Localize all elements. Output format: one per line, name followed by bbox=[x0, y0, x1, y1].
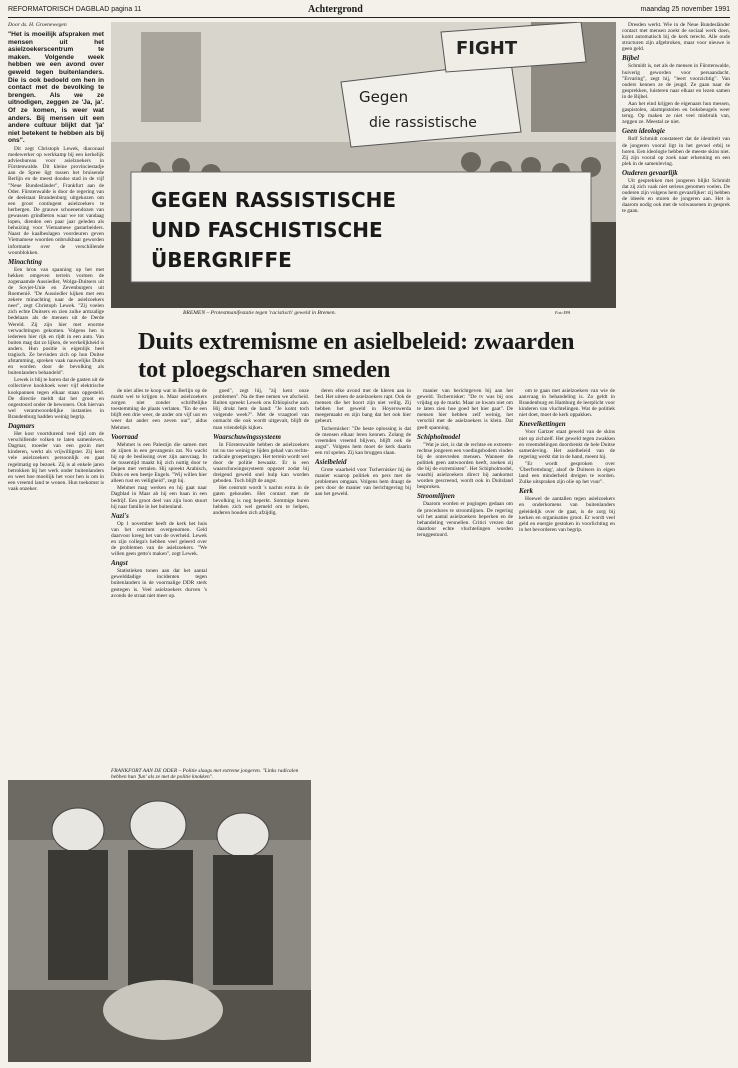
banner2-line2: UND FASCHISTISCHE bbox=[151, 218, 383, 242]
paragraph: Voor Gartzer staat geweld van de skins niet op zichzelf. Het geweld tegen zwakken en vreemdelingen doordrenkt de hele Duitse samenleving. Het asielbeleid van de regering werkt dat in de hand, meent hij. bbox=[519, 429, 615, 460]
column-5 bbox=[417, 388, 513, 1063]
paragraph: Uit gesprekken met jongeren blijkt Schmidt dat zij zich vaak niet serieus genomen voelen. De ouderen zijn volgens hem gevaarlijker: zij hebben de ideeën en sturen de jongeren aan. Het is daarom nodig ook met de volwassenen in gesprek te gaan. bbox=[622, 177, 730, 215]
column-7 bbox=[622, 22, 730, 1062]
paragraph: goed", zegt hij, "zij kent onze problemen". Na de thee nemen we afscheid. Buiten spreekt Lewek ons Ethiopische aan. Hij drukt hem de hand: "Je komt toch volgende week?". Met de vraagtoel van onmacht die ook wordt uitgevalt, blijft de man vriendelijk kijken. bbox=[213, 388, 309, 431]
page-header bbox=[8, 5, 730, 18]
paragraph: Schmidt is, net als de mensen in Fürstenwalde, huiverig geworden voor persaandacht. "Ervaring", zegt hij, "leert voorzichtig". Van ouders kennen ze de jeugd. Ze gaan naar de gesprekken, luisteren naar elkaar en lezen samen in de Bijbel. bbox=[622, 63, 730, 100]
paragraph: om te gaan met asielzoekers van wie de aanvraag in behandeling is. Zo geldt in Brandenburg en Hamburg de leerplicht voor kinderen van vluchtelingen. Wat de politiek niet doet, moet de kerk oppakken. bbox=[519, 388, 615, 419]
paragraph: Het centrum wordt 's nachts extra in de gaten gehouden. Het contact met de bevolking is nog beperkt. Sommige buren hebben zich wel gemeld om te helpen, anderen houden zich afzijdig. bbox=[213, 485, 309, 516]
paragraph: Daarom worden er pogingen gedaan om de procedures te stroomlijnen. De regering wil het aantal asielzoekers beperken en de behandeling versnellen. Critici vrezen dat daardoor echte vluchtelingen worden teruggestuurd. bbox=[417, 501, 513, 538]
banner2-line3: ÜBERGRIFFE bbox=[151, 248, 292, 272]
paper-name: REFORMATORISCH DAGBLAD pagina 11 bbox=[8, 6, 142, 13]
paragraph: deren elke avond met de kleren aan in bed. Het uiteen de asielzoekers rapt. Ook de mensen die het hoort zijn niet veilig. Zij hebben het geweld in Hoyerswerda meegemaakt en zijn bang dat het ook hier gebeurt. bbox=[315, 388, 411, 425]
photo-caption-top: BREMEN – Protestmanifestatie tegen 'racistisch' geweld in Bremen. bbox=[183, 310, 336, 316]
paragraph: Mehmet mag werken en hij gaat naar Dagblad in Maar ah hij een baan in een bedrijf. Een groot deel van zijn loon stuurt hij naar familie in het buitenland. bbox=[111, 485, 207, 510]
paragraph: de niet alles te koop wat in Berlijn op de markt wel te krijgen is. Maar asielzoekers zorgen niet zonder schriftelijke toestemming de plaats verlaten. "En de een blijft een drie weer, de ander om vijf uur en weer dat ander een zeven uur", aldus Mehmet. bbox=[111, 388, 207, 431]
column-6 bbox=[519, 388, 615, 1063]
column-4 bbox=[315, 388, 411, 1063]
page-date: maandag 25 november 1991 bbox=[640, 6, 730, 13]
paragraph: Tschernisker: "De beste oplossing is dat de mensen elkaar leren kennen. Zolang de vreemden vreemd blijven, blijft ook de angst". Volgens hem moet de kerk daarin een rol spelen. Zij kan bruggen slaan. bbox=[315, 425, 411, 456]
photo-caption-bottom: FRANKFORT AAN DE ODER – Politie slaags met extreme jongeren. "Links radicalen hebben hun 'fun' als ze met de politie knokken". bbox=[111, 768, 299, 780]
banner-fight: FIGHT bbox=[456, 38, 518, 59]
paragraph: Hoewel de aantallen tegen asielzoekers en onderkomens van buitenlanders geleidelijk over de gaat, is de zorg bij kerken en organisaties groot. Er wordt veel geld en energie gestoken in voorlichting en in het bevorderen van begrip. bbox=[519, 496, 615, 533]
paragraph: "Er wordt gesproken over 'Überfremdung', alsof de Duitsers in eigen land een minderheid dreigen te worden. Zulke uitspraken zijn olie op het vuur". bbox=[519, 460, 615, 486]
subheading-nazis: Nazi's bbox=[111, 511, 129, 520]
police-photo bbox=[8, 780, 311, 1062]
paragraph: Lewek is blij te horen dat de gasten uit de collectieve kookhoek weer vijf elektrische kookpannen tegen elkaar staan opgesteld. De directie meldt dat het groot en ongestoord onder de bewoners. Ook hiervan wel verantwoordelijke instanties in Brandenburg hadden weinig begrip. bbox=[8, 377, 104, 420]
photo-credit-top: Foto EPA bbox=[555, 310, 571, 315]
subheading-asielbeleid: Asielbeleid bbox=[315, 458, 347, 467]
headline: Duits extremisme en asielbeleid: zwaarden tot ploegscharen smeden bbox=[138, 328, 575, 383]
paragraph: In Fürstenwalde hebben de asielzoekers tot nu toe weinig te lijden gehad van rechts-radicale groeperingen. Het terrein wordt wel door de politie bewaakt. Er is een waarschuwingssysteem opgezet zodat bij dreigend geweld snel hulp kan worden geboden. Toch blijft de angst. bbox=[213, 441, 309, 485]
subheading-schipholmodel: Schipholmodel bbox=[417, 432, 461, 441]
paragraph: manier van berichtgeven bij aan het geweld. Tschernisker: "De tv was bij ons vrijdag op de markt. Maar ze kwam niet om te laten zien hoe goed het hier gaat". De mensen hier hebben zelf weinig, het verschil met de asielzoekers is klein. Dat geeft spanning. bbox=[417, 388, 513, 431]
banner-rassistische: die rassistische bbox=[369, 115, 477, 131]
paragraph: Aan het eind krijgen de eigenaars hun messen, gaspistolen, alarmpistolen en boksbeugels weer terug. Op maken ze niet veel misbruik van, zeggen ze. Meestal ze niet. bbox=[622, 101, 730, 126]
banner-gegen: Gegen bbox=[359, 88, 409, 106]
subheading-geen-ideologie: Geen ideologie bbox=[622, 127, 665, 136]
paragraph: Het kost voortdurend veel tijd om de verschillende volken te laten samenleven. Dagmar, moeder van een gezin met kinderen, werkt als vrijwilligster. Zij kent vele asielzoekers persoonlijk en gaat regelmatig op bezoek. Zij is al enkele jaren betrokken bij het werk onder buitenlanders en weet hoe moeilijk het voor hen is om in een vreemd land te wonen. Hun toekomst is vaak onzeker. bbox=[8, 431, 104, 492]
subheading-ouderen: Ouderen gevaarlijk bbox=[622, 168, 678, 177]
paragraph: "Wat je ziet, is dat de rechtse en extreem-rechtse jongeren een voedingsbodem vinden bij de ontevreden mensen. Wanneer de politiek geen antwoorden heeft, zoeken zij die bij de extremisten". Het Schipholmodel, waarbij asielzoekers direct bij aankomst worden gescreend, wordt ook in Duitsland besproken. bbox=[417, 441, 513, 491]
subheading-kerk: Kerk bbox=[519, 487, 533, 496]
paragraph: Een bron van spanning op het met hekken omgeven terrein vormen de zogenaamde Aussiedler, Wolga-Duitsers uit de Sovjet-Unie en Zevenburgers uit Roemenië. "De Aussiedler kijken met een zekere minachting naar de asielzoekers neer", zegt Christoph Lewek. "Zij voelen zich echte Duitsers en zien zulke armzalige bedelaars als de mensen uit de Derde Wereld. Zij zijn hier met enorme verwachtingen gekomen. Volgens hen is iedereen hier rijk en rijdt in een auto. Van buiten mag dat zo lijken, de werkelijkheid is anders. Hun positie is eigenlijk heel tragisch. Ze bevinden zich op hun Duitse afstamming, spreken vaak nauwelijks Duits en worden door de bevolking als buitenlanders behandeld". bbox=[8, 266, 104, 377]
subheading-minachting: Minachting bbox=[8, 257, 42, 266]
subheading-waarschuwing: Waarschuwingssysteem bbox=[213, 432, 281, 441]
paragraph: Grote waarheid voor Tschernisker hij de manier waarop politiek en pers met de problemen omgaan. Volgens hem draagt de pers door de manier van berichtgeving bij aan het geweld. bbox=[315, 467, 411, 498]
paragraph: Op 1 november heeft de kerk het huis van het centrum overgenomen. Geld daarvoor kreeg het van de overheid. Lewek en zijn collega's hebben veel geleerd over de problemen van de asielzoekers. "We willen geen getto's maken", zegt Lewek. bbox=[111, 520, 207, 558]
banner2-line1: GEGEN RASSISTISCHE bbox=[151, 188, 397, 212]
paragraph: Statistieken tonen aan dat het aantal gewelddadige incidenten tegen buitenlanders in de voormalige DDR sterk gestegen is. Veel asielzoekers durven 's avonds de straat niet meer op. bbox=[111, 568, 207, 599]
section-title: Achtergrond bbox=[308, 4, 363, 15]
paragraph: Dit zegt Christoph Lewek, diaconaal medewerker op werkkamp bij een kerkelijk adviesbureau voor asielzoekers in Fürstenwalde. Dit kleine provinciestadje aan de Spree ligt tussen het bruisende Berlijn en de meest doodse stad in de vijf "Neue Bundesländer", Frankfurt aan de Oder. Fürstenwalde is door de regering van de deelstaat Brandenburg uitgekozen om een groot contingent asielzoekers te herbergen. De grauwe schoenendozen van gewassen grindbeton waar we tot vandaag lopen, dienden een paar jaar geleden als behuizing voor Vietnamese gastarbeiders. Naast de kaalbeslagen voordeuren geven Vietnamese woorden onbruikbaar geworden informatie over de verschillende woonblokken. bbox=[8, 146, 104, 256]
byline: Door ds. H. Groenewegen bbox=[8, 22, 67, 28]
protest-photo bbox=[111, 22, 616, 308]
column-2 bbox=[111, 388, 207, 768]
subheading-stroomlijnen: Stroomlijnen bbox=[417, 492, 455, 501]
article-intro: "Het is moeilijk afspraken met mensen uit het asielzoekerscentrum te maken. Volgende week hebben we een avond over geweld tegen buitenlanders. Die is ook bedoeld om hen in contact met de bevolking te brengen. Als we ze uitnodigen, zeggen ze 'Ja, ja'. Of ze komen, is weer wat anders. Bij mensen uit een andere cultuur blijkt dat 'ja' niet betekent te hebben als bij ons". bbox=[8, 31, 104, 145]
paragraph: Mehmet is een Palestijn die samen met de zijnen in een gevangenis zat. Nu wacht hij op de beslissing over zijn aanvraag. In de tussentijd maakt hij zich nuttig door te helpen met vertalen. Hij spreekt Arabisch, Duits en een beetje Engels. "Wij willen hier alleen rust en veiligheid", zegt hij. bbox=[111, 441, 207, 485]
column-3 bbox=[213, 388, 309, 768]
subheading-dagmars: Dagmars bbox=[8, 422, 35, 431]
subheading-angst: Angst bbox=[111, 559, 128, 568]
paragraph: Dresden werkt. Wie in de Neue Bundesländer contact met mensen zoekt de sociaal werk doen, komt automatisch bij de kerk terecht. Alle oude structuren zijn afgebroken, maar voor nieuwe is geen geld. bbox=[622, 22, 730, 53]
subheading-knevelkettingen: Knevelkettingen bbox=[519, 420, 566, 429]
subheading-voorraad: Voorraad bbox=[111, 432, 138, 441]
subheading-bijbel: Bijbel bbox=[622, 54, 640, 63]
paragraph: Rolf Schmidt constateert dat de identiteit van de jongeren vooral ligt in het gevoel erbij te horen. Een ideologie hebben de meeste skins niet. Zij zijn vooral op zoek naar erkenning en een plek in de samenleving. bbox=[622, 136, 730, 167]
